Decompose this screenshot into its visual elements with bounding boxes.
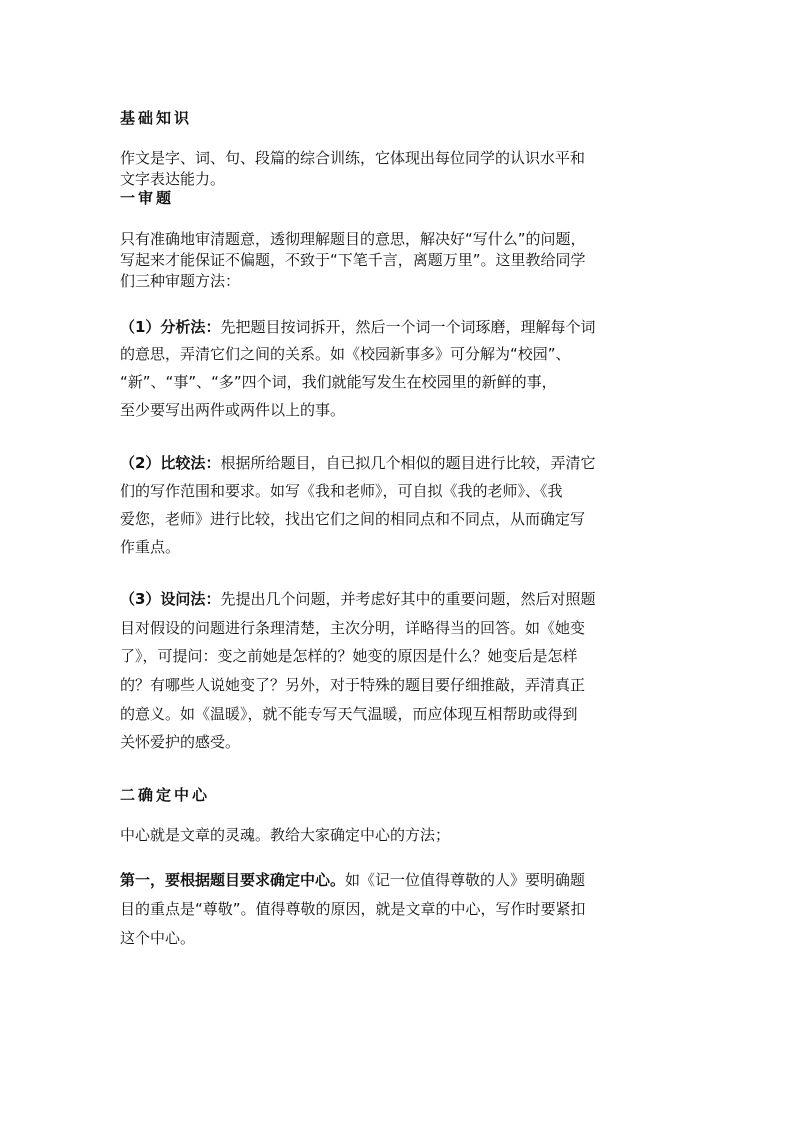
paragraph-line: 至少要写出两件或两件以上的事。 (120, 401, 346, 419)
basics-heading: 基础知识 (120, 109, 193, 127)
method-text: 先提出几个问题，并考虑好其中的重要问题，然后对照题 (220, 590, 596, 608)
paragraph-line: 的意义。如《温暖》，就不能专写天气温暖，而应体现互相帮助或得到 (120, 705, 578, 723)
method-label: （1）分析法： (120, 318, 221, 336)
paragraph-line: 中心就是文章的灵魂。教给大家确定中心的方法； (120, 826, 451, 844)
paragraph-line: 的？有哪些人说她变了？另外，对于特殊的题目要仔细推敲，弄清真正 (120, 676, 586, 694)
paragraph-line: 们的写作范围和要求。如写《我和老师》，可自拟《我的老师》、《我 (120, 482, 563, 500)
paragraph-line: 写起来才能保证不偏题，不致于“下笔千言，离题万里”。这里教给同学 (120, 251, 586, 269)
paragraph-line: 这个中心。 (120, 929, 196, 947)
shenti-heading: 一审题 (120, 189, 175, 207)
paragraph-line: 作文是字、词、句、段篇的综合训练，它体现出每位同学的认识水平和 (120, 149, 586, 167)
paragraph-line: 目的重点是“尊敬”。值得尊敬的原因，就是文章的中心，写作时要紧扣 (120, 900, 586, 918)
method-label: （3）设问法： (120, 590, 221, 608)
paragraph-line: 关怀爱护的感受。 (120, 733, 241, 751)
paragraph-line: 文字表达能力。 (120, 170, 226, 188)
paragraph-line: 目对假设的问题进行条理清楚，主次分明，详略得当的回答。如《她变 (120, 619, 586, 637)
point-text: 如《记一位值得尊敬的人》要明确题 (345, 871, 586, 889)
paragraph-line: 作重点。 (120, 538, 181, 556)
paragraph-line (120, 452, 595, 474)
method-text: 先把题目按词拆开，然后一个词一个词琢磨，理解每个词 (220, 318, 596, 336)
method-text: 根据所给题目，自已拟几个相似的题目进行比较，弄清它 (220, 454, 596, 472)
paragraph-line: 了》，可提问：变之前她是怎样的？她变的原因是什么？她变后是怎样 (120, 647, 578, 665)
paragraph-line: 爱您，老师》进行比较，找出它们之间的相同点和不同点，从而确定写 (120, 510, 586, 528)
paragraph-line (120, 869, 585, 891)
paragraph-line (120, 316, 595, 338)
center-heading: 二确定中心 (120, 786, 211, 804)
point-label: 第一，要根据题目要求确定中心。 (120, 871, 346, 889)
paragraph-line: 们三种审题方法： (120, 272, 241, 290)
paragraph-line: 只有准确地审清题意，透彻理解题目的意思，解决好“写什么”的问题， (120, 230, 586, 248)
paragraph-line: 的意思，弄清它们之间的关系。如《校园新事多》可分解为“校园”、 (120, 345, 571, 363)
paragraph-line: “新”、“事”、“多”四个词，我们就能写发生在校园里的新鲜的事， (120, 373, 557, 391)
paragraph-line (120, 588, 595, 610)
method-label: （2）比较法： (120, 454, 221, 472)
